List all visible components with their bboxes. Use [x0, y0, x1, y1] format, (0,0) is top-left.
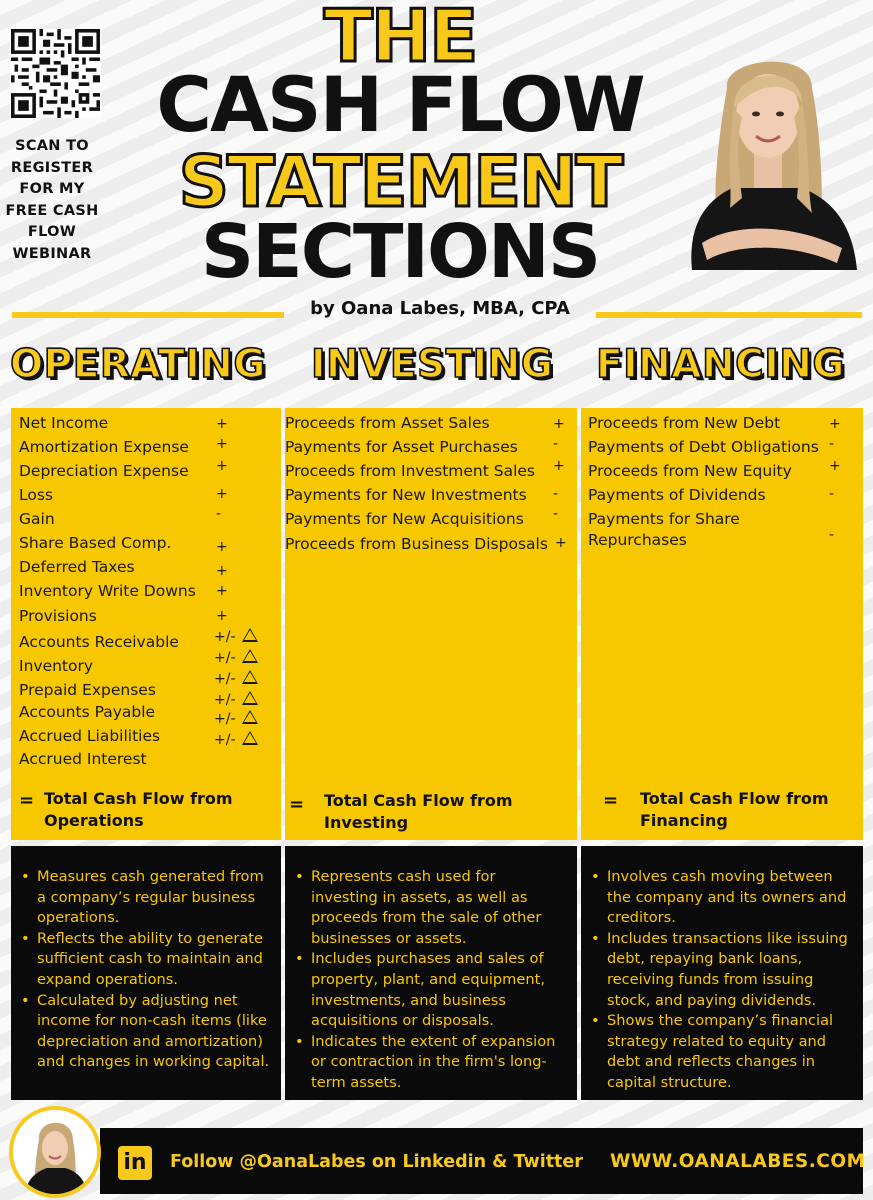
investing-description-panel	[285, 846, 577, 1100]
delta-indicator: +/-	[214, 649, 258, 666]
linkedin-icon[interactable]: in	[118, 1146, 152, 1180]
byline-divider-left	[12, 312, 284, 318]
title-line-cash-flow: CASH FLOW	[156, 60, 644, 149]
list-item: Inventory Write Downs	[19, 582, 196, 600]
list-item: Provisions	[19, 607, 97, 625]
list-item: Proceeds from New Equity	[588, 462, 792, 480]
sign-indicator: +	[216, 563, 228, 579]
qr-caption-line: FOR MY	[19, 181, 85, 197]
qr-caption-line: REGISTER	[10, 159, 94, 176]
qr-caption-line: FREE CASH	[5, 202, 99, 219]
author-portrait	[672, 48, 862, 270]
delta-indicator: +/-	[214, 628, 258, 645]
equals-sign: =	[603, 790, 619, 811]
list-item: Payments of Dividends	[588, 486, 766, 504]
delta-icon	[242, 710, 258, 724]
sign-indicator: +	[829, 458, 841, 474]
section-headers	[0, 336, 873, 396]
sign-indicator: -	[216, 506, 222, 522]
bullet-item: • Calculated by adjusting net income for non-cash items (like depreciation and amortization) and changes in working capital.	[15, 991, 277, 1073]
delta-icon	[242, 691, 258, 705]
delta-indicator: +/-	[214, 670, 258, 687]
bullet-item: • Involves cash moving between the company and its owners and creditors.	[585, 867, 857, 929]
byline: by Oana Labes, MBA, CPA	[310, 298, 570, 319]
financing-bullets	[585, 867, 857, 1094]
sign-indicator: +	[216, 458, 228, 474]
bullet-item: • Measures cash generated from a company’s regular business operations.	[15, 867, 277, 929]
title-line-the: THE	[323, 0, 477, 78]
total-label-line1: Total Cash Flow from	[44, 789, 233, 808]
total-label-line1: Total Cash Flow from	[324, 791, 513, 810]
investing-bullets	[289, 867, 565, 1094]
list-item: Accrued Interest	[19, 750, 147, 768]
list-item: Gain	[19, 510, 55, 528]
sign-indicator: -	[553, 436, 559, 452]
total-financing	[640, 788, 829, 832]
avatar	[9, 1106, 101, 1198]
list-item: Payments for Share	[588, 510, 740, 528]
total-label-line2: Operations	[44, 811, 144, 830]
title-line-sections: SECTIONS	[200, 209, 600, 295]
sign-indicator: +	[216, 416, 228, 432]
bullet-item: • Includes purchases and sales of property, plant, and equipment, investments, and business acquisitions or disposals.	[289, 949, 565, 1031]
qr-code[interactable]	[10, 29, 101, 118]
sign-indicator: +	[216, 486, 228, 502]
delta-icon	[242, 670, 258, 684]
sign-indicator: +	[553, 458, 565, 474]
list-item: Accrued Liabilities	[19, 727, 161, 745]
equals-sign: =	[289, 794, 305, 815]
byline-divider-right	[596, 312, 862, 318]
list-item: Proceeds from New Debt	[588, 414, 781, 432]
financing-items-panel	[581, 408, 863, 840]
follow-link[interactable]: Follow @OanaLabes on Linkedin & Twitter	[170, 1152, 583, 1172]
list-item: Payments for New Investments	[285, 486, 527, 504]
total-operations	[44, 788, 233, 832]
financing-description-panel	[581, 846, 863, 1100]
list-item: Proceeds from Investment Sales	[285, 462, 535, 480]
sign-indicator: -	[829, 527, 835, 543]
list-item: Payments for New Acquisitions	[285, 510, 524, 528]
sign-indicator: +	[216, 436, 228, 452]
operating-description-panel	[11, 846, 281, 1100]
list-item: Accounts Receivable	[19, 633, 179, 651]
heading-operating: OPERATING	[10, 342, 266, 387]
sign-indicator: -	[553, 486, 559, 502]
list-item: Net Income	[19, 414, 109, 432]
delta-indicator: +/-	[214, 731, 258, 748]
list-item: Amortization Expense	[19, 438, 189, 456]
list-item: Repurchases	[588, 531, 687, 549]
title-line-statement: STATEMENT	[178, 141, 622, 223]
sign-indicator: +	[553, 416, 565, 432]
byline-row	[0, 296, 873, 328]
total-label-line2: Financing	[640, 811, 728, 830]
sign-indicator: +	[555, 535, 567, 551]
bullet-item: • Reflects the ability to generate sufficient cash to maintain and expand operations.	[15, 929, 277, 991]
investing-items-panel	[285, 408, 577, 840]
qr-caption-line: WEBINAR	[12, 245, 92, 262]
list-item: Deferred Taxes	[19, 558, 135, 576]
sign-indicator: -	[553, 506, 559, 522]
sign-indicator: -	[829, 436, 835, 452]
sign-indicator: -	[829, 486, 835, 502]
operating-bullets	[15, 867, 277, 1073]
list-item: Proceeds from Business Disposals	[285, 535, 548, 553]
delta-indicator: +/-	[214, 710, 258, 727]
bullet-item: • Represents cash used for investing in assets, as well as proceeds from the sale of other businesses or assets.	[289, 867, 565, 949]
total-label-line2: Investing	[324, 813, 409, 832]
list-item: Prepaid Expenses	[19, 681, 156, 699]
qr-code-icon	[10, 29, 101, 118]
delta-icon	[242, 731, 258, 745]
operating-items-panel	[11, 408, 281, 840]
list-item: Accounts Payable	[19, 703, 156, 721]
sign-indicator: +	[829, 416, 841, 432]
qr-caption-line: SCAN TO	[15, 138, 89, 154]
list-item: Payments of Debt Obligations	[588, 438, 819, 456]
sign-indicator: +	[216, 608, 228, 624]
list-item: Payments for Asset Purchases	[285, 438, 518, 456]
heading-investing: INVESTING	[311, 342, 554, 387]
heading-financing: FINANCING	[596, 342, 845, 387]
equals-sign: =	[19, 790, 35, 811]
total-investing	[324, 790, 513, 834]
bullet-item: • Shows the company’s financial strategy related to equity and debt and reflects changes in capital structure.	[585, 1011, 857, 1093]
bullet-item: • Includes transactions like issuing debt, repaying bank loans, receiving funds from issuing stock, and paying dividends.	[585, 929, 857, 1011]
delta-indicator: +/-	[214, 691, 258, 708]
qr-caption-line: FLOW	[27, 224, 77, 240]
delta-icon	[242, 649, 258, 663]
website-link[interactable]: WWW.OANALABES.COM	[610, 1151, 866, 1172]
list-item: Depreciation Expense	[19, 462, 189, 480]
list-item: Proceeds from Asset Sales	[285, 414, 490, 432]
sign-indicator: +	[216, 539, 228, 555]
list-item: Share Based Comp.	[19, 534, 172, 552]
bullet-item: • Indicates the extent of expansion or contraction in the firm's long-term assets.	[289, 1032, 565, 1094]
total-label-line1: Total Cash Flow from	[640, 789, 829, 808]
sign-indicator: +	[216, 583, 228, 599]
delta-icon	[242, 628, 258, 642]
list-item: Inventory	[19, 657, 94, 675]
qr-caption	[0, 136, 104, 265]
list-item: Loss	[19, 486, 53, 504]
